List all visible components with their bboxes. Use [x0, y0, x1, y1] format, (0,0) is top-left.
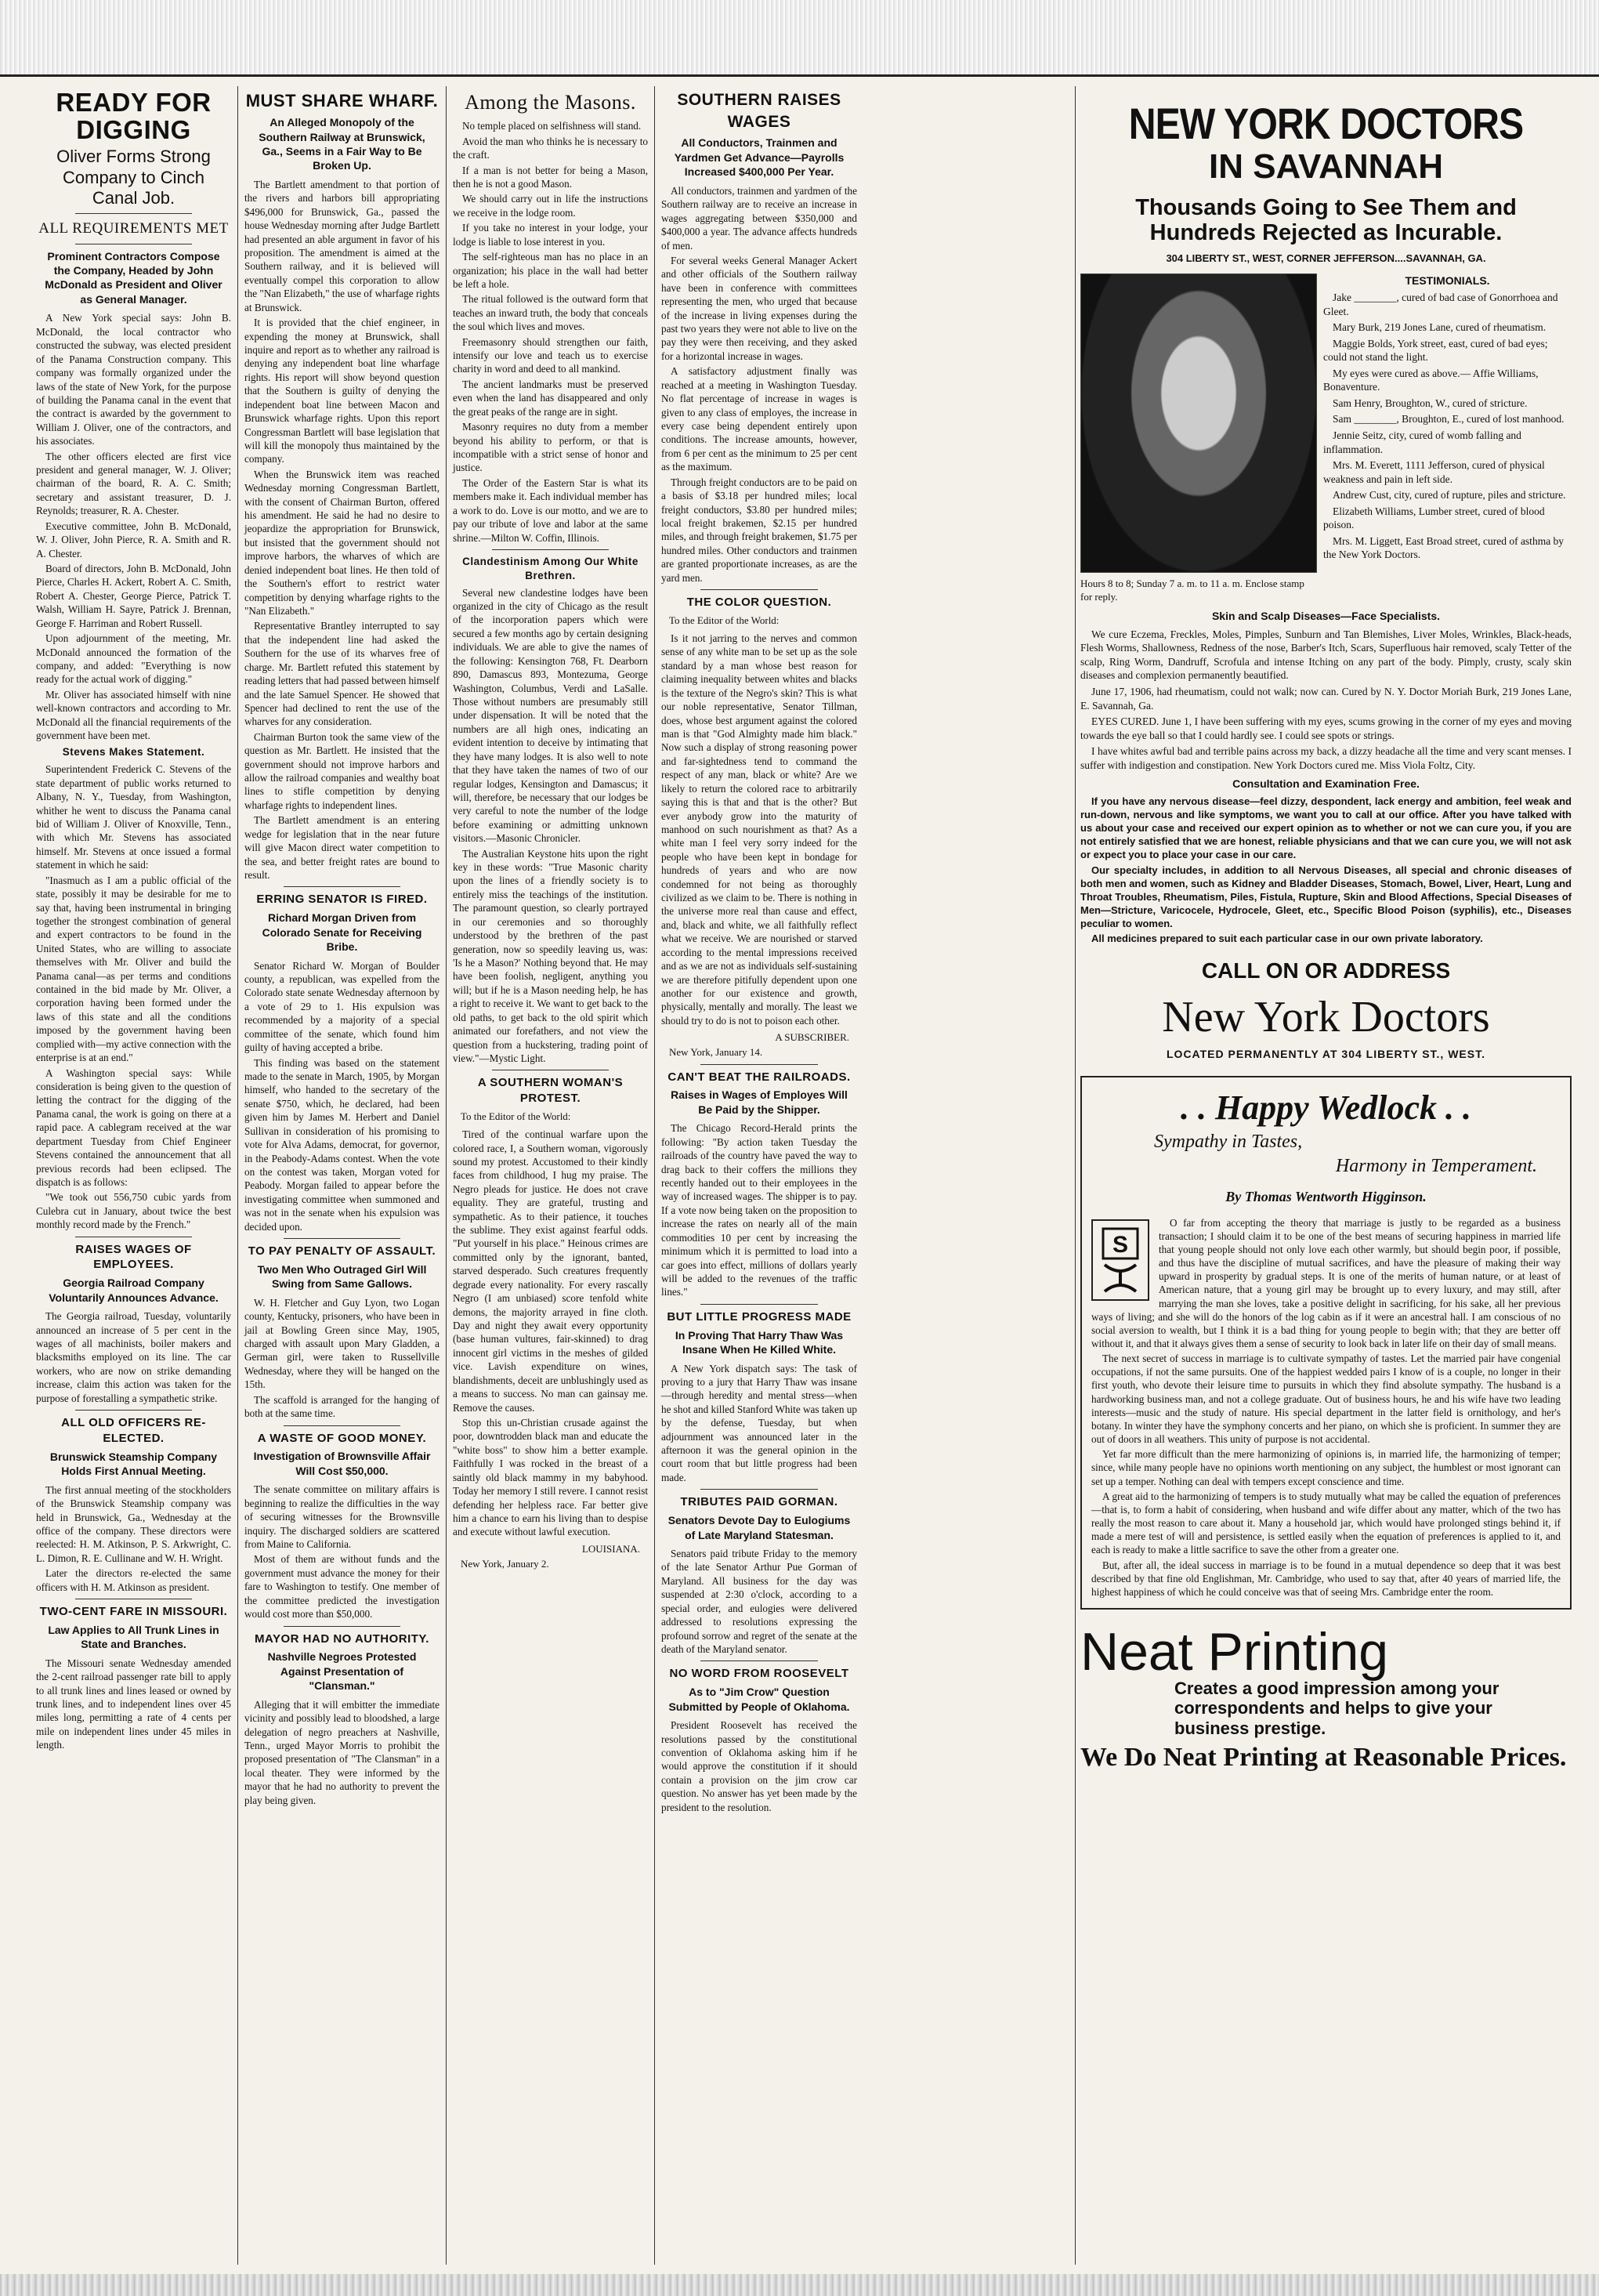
paragraph: Is it not jarring to the nerves and common sense of any white man to be set up as the sole standard by a man whose best reason for claiming inequality between whites and blacks is the texture of the Negro's skin? This is what our noble representative, Senator Tillman, does, whose best argument against the colored man is that "God Almighty made him black." Now such a display of strong reasoning power and far-sightedness tend to command the respect of any man, black or white? Are we likely to return the colored race to arbitrarily saying this is that and that is the other? But ever anybody grow into the maturity of manhood on such nourishment as that? As a white man I feel very sorry indeed for the people who have been kept in bondage for hundreds of years and who are now condemned for not being as thoroughly civilized as we claim to be. There is nothing in the universe more real than cause and effect, and, black and white, we all faithfully reflect what we receive. We are nourished or starved according to the mental impressions received and as we are not as individuals self-sustaining we are therefore pitifully dependent upon one another for our existence and growth, physically, mentally and morally. The least we should try to do is not to poison each other.	[661, 632, 857, 1027]
column-1	[30, 86, 238, 2265]
paragraph: Through freight conductors are to be paid on a basis of $3.18 per hundred miles; local freight conductors, $3.80 per hundred miles; local freight brakemen, $2.15 per hundred miles, and through freight brakemen, $1.75 per hundred miles. Other conductors and trainmen are granted proportionate increases, as are the yard men.	[661, 476, 857, 584]
wedlock-line2: Harmony in Temperament.	[1335, 1156, 1537, 1177]
paragraph: We should carry out in life the instructions we receive in the lodge room.	[453, 193, 648, 219]
paragraph: Superintendent Frederick C. Stevens of the state department of public works returned to Albany, N. Y., Tuesday, from Washington, whither he went to discuss the Panama canal bid of William J. Oliver of Knoxville, Tenn., with which Mr. Stevens has associated himself. Mr. Stevens at once issued a formal statement in which he said:	[36, 763, 231, 871]
specialty-paragraph: Our specialty includes, in addition to all Nervous Diseases, all special and chronic diseases of both men and women, such as Kidney and Bladder Diseases, Stomach, Bowel, Liver, Heart, Lung and Throat Troubles, Rheumatism, Piles, Fistula, Rupture, Skin and Blood Affections, Special Diseases of Men—Stricture, Varicocele, Hydrocele, Gleet, etc., Specific Blood Poison (syphilis), etc., Diseases peculiar to women.	[1080, 864, 1572, 929]
deck-brownsville: Investigation of Brownsville Affair Will Cost $50,000.	[253, 1450, 431, 1477]
ad-top-section	[1080, 273, 1572, 604]
headline-old-officers: ALL OLD OFFICERS RE-ELECTED.	[61, 1416, 206, 1445]
deck-oliver: Oliver Forms Strong Company to Cinch Canal Job.	[56, 147, 211, 208]
paragraph: The Australian Keystone hits upon the right key in these words: "True Masonic charity upon the lines of a friendly society is to entirely miss the teachings of the institution. The paramount question, so clearly portrayed in our ceremonies and so thoroughly understood by the brethren of the past generation, now so speedily leaving us, was: 'Is he a Mason?' Nothing beyond that. He may have been foolish, negligent, anything you will; but if he is a Mason needing help, he has a right to receive it. We want to get back to the old paths, to get back to the old spirit which animated our forefathers, and not view the question from a huckstering, trading point of view."—Mystic Light.	[453, 847, 648, 1064]
consult-heading: Consultation and Examination Free.	[1232, 777, 1420, 791]
happy-wedlock-box	[1080, 1076, 1572, 1610]
paragraph: The Georgia railroad, Tuesday, voluntarily announced an increase of 5 per cent in the wages of all machinists, boiler makers and blacksmiths employed on its line. The car workers, who are now on strike demanding increase, claim this action was taken for the purpose of forestalling a sympathetic strike.	[36, 1310, 231, 1404]
wedlock-paragraph: But, after all, the ideal success in marriage is to be found in a mutual dependence so deep that it was best described by that fine old Englishman, Mr. Cambridge, who used to say that, after 40 years of married life, the highest happiness of which he could conceive was that of seeing Mrs. Cambridge enter the room.	[1091, 1559, 1561, 1598]
salutation: To the Editor of the World:	[461, 1110, 571, 1122]
paragraph: The ancient landmarks must be preserved even when the land has disappeared and only the great peaks of the range are in sight.	[453, 378, 648, 418]
deck-thaw: In Proving That Harry Thaw Was Insane When He Killed White.	[675, 1328, 844, 1356]
page-bottom-border	[0, 2274, 1599, 2296]
cure-paragraph: EYES CURED. June 1, I have been suffering with my eyes, scums growing in the corner of my eyes and moving towards the eye ball so that I could hardly see. I could see spots or strings.	[1080, 715, 1572, 741]
wedlock-byline: By Thomas Wentworth Higginson.	[1225, 1189, 1427, 1205]
skin-heading: Skin and Scalp Diseases—Face Specialists.	[1211, 609, 1441, 622]
divider	[700, 1064, 818, 1065]
paragraph: The Order of the Eastern Star is what its members make it. Each individual member has a work to do. Love is our motto, and we are to pay our tribute of love and labor at the same shrine.—Milton W. Coffin, Illinois.	[453, 476, 648, 544]
divider	[284, 1238, 400, 1239]
headline-southern-woman: A SOUTHERN WOMAN'S PROTEST.	[477, 1076, 624, 1106]
headline-two-cent-fare: TWO-CENT FARE IN MISSOURI.	[39, 1605, 228, 1619]
paragraph: A New York special says: John B. McDonald, the local contractor who constructed the subway, was elected president of the Panama Construction company. This company was formally organized under the laws of the state of New York, for the purpose of building the Panama canal in the event that the contract is awarded by the government to William J. Oliver, one of the contractors, and his associates.	[36, 312, 231, 447]
divider	[284, 1425, 400, 1426]
neat-subtitle: Creates a good impression among your correspondents and helps to give your business prestige.	[1174, 1678, 1500, 1738]
deck-eulogiums: Senators Devote Day to Eulogiums of Late Maryland Statesman.	[667, 1514, 851, 1541]
ad-location: LOCATED PERMANENTLY AT 304 LIBERTY ST., WEST.	[1167, 1048, 1485, 1061]
wedlock-paragraph	[1091, 1216, 1561, 1351]
paragraph: If a man is not better for being a Mason, then he is not a good Mason.	[453, 164, 648, 190]
subhead-stevens: Stevens Makes Statement.	[62, 746, 205, 759]
deck-brunswick: Brunswick Steamship Company Holds First Annual Meeting.	[49, 1450, 218, 1478]
paragraph: "Inasmuch as I am a public official of the state, possibly it may be desirable for me to say that, having been instrumental in bringing together the strongest combination of general and expert contractors to be found in the United States, who are willing to associate themselves with Mr. Oliver and build the Panama canal—as per terms and conditions contained in the bid made by Mr. Oliver, a corporation having been formed under the laws of this state and all the conditions imposed by the government having been complied with—my active connection with the enterprise is at an end."	[36, 874, 231, 1064]
paragraph: The senate committee on military affairs is beginning to realize the difficulties in the way of securing witnesses for the Brownsville inquiry. The discharged soldiers are scattered from Maine to California.	[244, 1483, 440, 1551]
testimonial: Jennie Seitz, city, cured of womb falling and inflammation.	[1323, 429, 1521, 455]
headline-southern-raises: SOUTHERN RAISES WAGES	[677, 91, 841, 131]
paragraph: The first annual meeting of the stockholders of the Brunswick Steamship company was held in Brunswick, Ga., Wednesday at the office of the company. These directors were reelected: H. M. Atkinson, P. S. Arkwright, C. L. Dimon, R. E. Cullinane and W. H. Wright.	[36, 1483, 231, 1564]
paragraph: If you take no interest in your lodge, your lodge is liable to lose interest in you.	[453, 222, 648, 248]
divider	[700, 589, 818, 590]
wedlock-paragraph: A great aid to the harmonizing of tempers is to study mutually what may be called the equation of preferences—that is, to form a habit of considering, when husband and wife differ about any matter, which of the two has really the most reason to care about it. Many a household jar, which would have prolonged stings behind it, if made a mere test of will and persistence, is settled easily when the equation of preferences is applied to it, and each is ready to make a little sacrifice to save the other from a greater one.	[1091, 1490, 1561, 1556]
testimonial: My eyes were cured as above.— Affie Williams, Bonaventure.	[1323, 367, 1539, 393]
paragraph: Several new clandestine lodges have been organized in the city of Chicago as the result of the incorporation papers which were secured a few months ago by certain designing individuals. We are able to give the names of the following: Kensington 768, Ft. Dearborn 890, Damascus 893, Montezuma, George Washington, Columbus, Verdi and LaSalle. Those without numbers are presumably still under dispensation. It will be noted that the numbers are all high ones, indicating an evident intention to deceive by intimating that they have many lodges. It is also well to note that they have taken the names of two of our regular lodges, Kensington and Damascus; it will, therefore, be necessary that our lodges be very careful to note the number of the lodge before examining or admitting unknown visitors.—Masonic Chronicler.	[453, 586, 648, 845]
medicines-paragraph: All medicines prepared to suit each particular case in our own private laboratory.	[1091, 933, 1483, 945]
office-hours: Hours 8 to 8; Sunday 7 a. m. to 11 a. m. Enclose stamp for reply.	[1080, 577, 1304, 603]
paragraph: "We took out 556,750 cubic yards from Culebra cut in January, about twice the best monthly record made by the French."	[36, 1191, 231, 1231]
paragraph: Alleging that it will embitter the immediate vicinity and possibly lead to bloodshed, a large delegation of negro preachers at Nashville, Tenn., urged Mayor Morris to prohibit the proposed presentation of "The Clansman" in a local theater. They were informed by the mayor that he had no authority to prevent the play being given.	[244, 1698, 440, 1806]
cure-paragraph: I have whites awful bad and terrible pains across my back, a dizzy headache all the time and very scant menses. I suffer with indigestion and constipation. New York Doctors cured me. Miss Viola Foltz, City.	[1080, 745, 1572, 771]
neat-printing-ad	[1080, 1621, 1572, 1772]
paragraph: Chairman Burton took the same view of the question as Mr. Bartlett. He insisted that the government should not improve harbors and allow the railroad companies and wealthy boat lines to stifle competition by denying wharfage rights to independent lines.	[244, 730, 440, 811]
deck-jim-crow: As to "Jim Crow" Question Submitted by People of Oklahoma.	[668, 1686, 850, 1713]
paragraph: Freemasonry should strengthen our faith, intensify our love and teach us to exercise charity in word and deed to all mankind.	[453, 335, 648, 375]
paragraph: President Roosevelt has received the resolutions passed by the constitutional convention of Oklahoma asking him if he would approve the constitution if it should contain a provision on the jim crow car question. No answer has yet been made by the president to the resolution.	[661, 1719, 857, 1813]
dateline: New York, January 2.	[461, 1557, 549, 1570]
divider	[284, 1626, 400, 1627]
paragraph: This finding was based on the statement made to the senate in March, 1905, by Morgan himself, who handed to the secretary of the senate $750, which, he declared, had been given him by James M. Herbert and Daniel Sullivan in consideration of his promising to vote for Alva Adams, democrat, for governor, in the Peabody-Adams contest. When the vote on the contest was taken, Morgan voted for Peabody. Morgan failed to appear before the investigating committee when summoned and was not in the senate when his expulsion was decided upon.	[244, 1056, 440, 1233]
paragraph: The Bartlett amendment to that portion of the rivers and harbors bill appropriating $496,000 for Brunswick, Ga., passed the house Wednesday morning after Judge Bartlett had presented an able argument in favor of his proposition. The amendment is aimed at the Southern railway, and it is believed will eventually compel this corporation to allow the "Nan Elizabeth," the use of wharfage rights at Brunswick.	[244, 178, 440, 313]
paragraph: Representative Brantley interrupted to say that the independent line had asked the Southern for the use of its wharves free of charge. Mr. Bartlett refuted this statement by reading letters that had passed between himself and the late Samuel Spencer. He showed that Spencer had declined to rent the use of the wharves for any consideration.	[244, 620, 440, 728]
deck-georgia: Georgia Railroad Company Voluntarily Announces Advance.	[49, 1277, 219, 1304]
salutation: To the Editor of the World:	[669, 614, 780, 626]
deck-shipper: Raises in Wages of Employes Will Be Paid by the Shipper.	[671, 1088, 848, 1116]
paragraph: W. H. Fletcher and Guy Lyon, two Logan county, Kentucky, prisoners, who have been in jail at Bowling Green since May, 1905, charged with assault upon Mary Gladden, a German girl, were taken to Russellville Wednesday, where they will be hanged on the 15th.	[244, 1296, 440, 1391]
paragraph: Senator Richard W. Morgan of Boulder county, a republican, was expelled from the Colorado state senate Wednesday afternoon by a vote of 29 to 1. His expulsion was recommended by a majority of a special committee of the senate, which found him guilty of having accepted a bribe.	[244, 959, 440, 1054]
paragraph: No temple placed on selfishness will stand.	[462, 120, 642, 132]
testimonial: Elizabeth Williams, Lumber street, cured of blood poison.	[1323, 505, 1545, 531]
signature: LOUISIANA.	[581, 1542, 640, 1555]
headline-color-question: THE COLOR QUESTION.	[686, 596, 832, 610]
column-3	[447, 86, 655, 2265]
testimonial: Jake ________, cured of bad case of Gonorrhoea and Gleet.	[1323, 292, 1558, 317]
paragraph: All conductors, trainmen and yardmen of the Southern railway are to receive an increase in wages aggregating between $350,000 and $400,000 a year. The advance affects hundreds of men.	[661, 184, 857, 252]
ornament-svg	[1098, 1226, 1142, 1295]
testimonial: Sam Henry, Broughton, W., cured of stricture.	[1333, 397, 1528, 409]
divider	[75, 213, 192, 214]
testimonials	[1323, 273, 1572, 604]
headline-little-progress: BUT LITTLE PROGRESS MADE	[667, 1309, 852, 1324]
deck-morgan: Richard Morgan Driven from Colorado Senate for Receiving Bribe.	[262, 911, 422, 954]
paragraph: Executive committee, John B. McDonald, W. J. Oliver, John Pierce, R. A. Smith and R. A. Chester.	[36, 520, 231, 560]
divider	[700, 1660, 818, 1661]
paragraph: A satisfactory adjustment finally was reached at a meeting in Washington Tuesday. No flat percentage of increase in wages is given to any class of employes, the increase in every case being dependent entirely upon conditions. The increase amounts, however, from 6 per cent as the minimum to 25 per cent as the maximum.	[661, 365, 857, 473]
advertisement-column	[1075, 86, 1576, 2265]
signature: A SUBSCRIBER.	[775, 1031, 849, 1044]
deck-gallows: Two Men Who Outraged Girl Will Swing from Same Gallows.	[257, 1262, 427, 1291]
divider	[700, 1304, 818, 1305]
divider	[75, 1410, 192, 1411]
paragraph: Mr. Oliver has associated himself with nine well-known contractors and according to Mr. McDonald all the financial requirements of the government have been met.	[36, 688, 231, 742]
wedlock-paragraph: Yet far more difficult than the mere harmonizing of opinions is, in married life, the harmonizing of temper; since, while many people have no opinions worth mentioning on any subject, the humblest or most ignorant can set up a temper. Nothing can deal with tempers except conscience and time.	[1091, 1448, 1561, 1487]
ad-title: NEW YORK DOCTORS	[1128, 99, 1524, 148]
paragraph: Stop this un-Christian crusade against the poor, downtrodden black man and educate the "white boss" to show him a better example. Faithfully I was rocked in the breast of a saintly old black mammy in my babyhood. Today her memory I still revere. I cannot resist defending her helpless race. Far better give him a chance to earn his living than to despise and execute without lawful execution.	[453, 1416, 648, 1538]
paragraph: Senators paid tribute Friday to the memory of the late Senator Arthur Pue Gorman of Maryland. All business for the day was suspended at 2:30 o'clock, according to a special order, and eulogies were delivered addressed to resolutions expressing the profound sorrow and regret of the senate at the death of the Maryland senator.	[661, 1548, 857, 1656]
testimonial: Mary Burk, 219 Jones Lane, cured of rheumatism.	[1333, 321, 1547, 334]
paragraph: The Chicago Record-Herald prints the following: "By action taken Tuesday the railroads of the country have paved the way to drag back to their coffers the millions they recently handed out to their employees in the way of increased wages. The shipper is to pay. If a vote now being taken on the proposition to increase the rates on nearly all of the main commodities 10 per cent by increasing the minimum which it is permitted to load into a car goes into effect, millions of dollars yearly will be added to the revenues of the traffic lines."	[661, 1122, 857, 1298]
paragraph: For several weeks General Manager Ackert and other officials of the Southern railway have been in conference with committees representing the men, who urged that because of the increase in living expenses during the past two years they were not able to live on the pay they were then receiving, and they asked for a horizontal increase in wages.	[661, 254, 857, 362]
dateline: New York, January 14.	[669, 1046, 763, 1059]
wedlock-dropcap-letter: O	[1170, 1216, 1178, 1229]
divider	[284, 886, 400, 887]
headline-must-share-wharf: MUST SHARE WHARF.	[245, 91, 439, 110]
headline-ready-for-digging: READY FOR DIGGING	[56, 88, 212, 144]
paragraph: Upon adjournment of the meeting, Mr. McDonald announced the formation of the company, and added: "Everything is now ready for the actual work of digging."	[36, 632, 231, 686]
subhead-requirements: ALL REQUIREMENTS MET	[38, 220, 229, 237]
headline-among-masons: Among the Masons.	[465, 91, 636, 114]
testimonial: Mrs. M. Liggett, East Broad street, cured of asthma by the New York Doctors.	[1323, 534, 1565, 561]
wedlock-body	[1091, 1216, 1561, 1599]
wedlock-paragraph: The next secret of success in marriage is to cultivate sympathy of tastes. Let the married pair have congenial occupations, if not the same pursuits. One of the happiest wedded pairs I know of is a couple, no longer in their first youth, who devote their leisure time to pursuits in which they find absolute sympathy. The husband is a hardworking business man, and not a college graduate. Out of business hours, he and his wife have two leading interests—music and the study of nature. His special department in the latter field is ornithology, and her's botany. In winter they have the symphony concerts and her piano, on which she is proficient. In summer they are out of doors in all weathers. This unity of purpose is not accidental.	[1091, 1353, 1561, 1446]
wedlock-title: . . Happy Wedlock . .	[1180, 1088, 1472, 1127]
testimonial: Andrew Cust, city, cured of rupture, piles and stricture.	[1333, 489, 1566, 502]
page-top-border	[0, 0, 1599, 77]
headline-cant-beat-railroads: CAN'T BEAT THE RAILROADS.	[667, 1070, 851, 1084]
svg-text:S: S	[1112, 1231, 1129, 1258]
testimonial: Sam ________, Broughton, E., cured of lost manhood.	[1333, 413, 1565, 426]
paragraph: Most of them are without funds and the government must advance the money for their fare to Washington to testify. One member of the committee predicted the investigation would cost more than $50,000.	[244, 1553, 440, 1621]
paragraph: Masonry requires no duty from a member beyond his ability to perform, or that is incompatible with a strict sense of honor and justice.	[453, 421, 648, 474]
wedlock-line1: Sympathy in Tastes,	[1154, 1131, 1303, 1152]
paragraph: The Missouri senate Wednesday amended the 2-cent railroad passenger rate bill to apply to all trunk lines and lines leased or owned by trunk lines, and to independent lines over 45 miles long, permitting a rate of 4 cents per mile on independent lines under 45 miles in length.	[36, 1657, 231, 1751]
ad-tagline: Thousands Going to See Them and Hundreds Rejected as Incurable.	[1135, 195, 1517, 246]
headline-penalty-assault: TO PAY PENALTY OF ASSAULT.	[248, 1244, 436, 1258]
divider	[492, 549, 609, 550]
headline-erring-senator: ERRING SENATOR IS FIRED.	[256, 893, 428, 907]
headline-clandestinism: Clandestinism Among Our White Brethren.	[462, 555, 639, 581]
appeal-paragraph: If you have any nervous disease—feel dizzy, despondent, lack energy and ambition, feel weak and run-down, nervous and like symptoms, we want you to call at our office. After you have talked with us about your case and received our expert opinion as to whether or not we can cure you, if you are not entirely satisfied that we are honest, reliable physicians and that we can cure you, we will not ask or expect you to place your case in our care.	[1080, 795, 1572, 861]
skin-paragraph: We cure Eczema, Freckles, Moles, Pimples, Sunburn and Tan Blemishes, Liver Moles, Wrinkles, Black-heads, Flesh Worms, Shallowness, Redness of the nose, Barber's Itch, Scars, Superfluous hair removed, scaly Tetter of the scalp, Ring Worm, Dandruff, Scrofula and intense Itching on any part of the body. Pimply, crusty, scaly skin diseases and complexion permanently beautified.	[1080, 628, 1572, 682]
column-2	[238, 86, 447, 2265]
testimonial: Maggie Bolds, York street, east, cured of bad eyes; could not stand the light.	[1323, 337, 1548, 364]
paragraph: The self-righteous man has no place in an organization; his place in the wall had better be left a hole.	[453, 251, 648, 290]
paragraph: Later the directors re-elected the same officers with H. M. Atkinson as president.	[36, 1567, 231, 1593]
cure-paragraph: June 17, 1906, had rheumatism, could not walk; now can. Cured by N. Y. Doctor Moriah Burk, 219 Jones Lane, E. Savannah, Ga.	[1080, 686, 1572, 712]
portrait-box	[1080, 273, 1315, 604]
paragraph: A Washington special says: While consideration is being given to the question of letting the contract for the digging of the Panama canal, the work is going on there at a rapid pace. A cablegram received at the war department Tuesday from Chief Engineer Stevens contained the announcement that all previous records had been eclipsed. The dispatch is as follows:	[36, 1067, 231, 1188]
headline-roosevelt: NO WORD FROM ROOSEVELT	[669, 1667, 849, 1681]
paragraph: When the Brunswick item was reached Wednesday morning Congressman Bartlett, with the consent of Chairman Burton, offered his amendment. He said he had no desire to jeopardize the appropriation for Brunswick, but insisted that the government should not improve harbors, the wharves of which are denied independent boat lines. He then told of the Southern's effort to restrict water competition by denying wharfage rights to the "Nan Elizabeth."	[244, 468, 440, 617]
deck-missouri: Law Applies to All Trunk Lines in State and Branches.	[48, 1623, 219, 1651]
paragraph: It is provided that the chief engineer, in expending the money at Brunswick, shall inquire and report as to whether any railroad is denying any independent boat line wharfage rights. His report will show beyond question that the Southern is guilty of denying the independent boat line between Macon and Brunswick wharfage rights. Upon this report Congressman Bartlett will base legislation that will kill the monopoly thus maintained by the company.	[244, 317, 440, 465]
headline-raises-wages: RAISES WAGES OF EMPLOYEES.	[75, 1242, 192, 1272]
deck-monopoly: An Alleged Monopoly of the Southern Railway at Brunswick, Ga., Seems in a Fair Way to Be Broken Up.	[259, 116, 425, 172]
deck-nashville: Nashville Negroes Protested Against Presentation of "Clansman."	[267, 1650, 417, 1693]
call-heading: CALL ON OR ADDRESS	[1201, 958, 1451, 983]
wedlock-paragraph-text: far from accepting the theory that marriage is justly to be regarded as a business transaction; I should claim it to be one of the best means of securing happiness in married life that young people should not only love each other warmly, but should begin poor, if possible, and thus have the discipline of mutual sacrifices, and have the pleasure of making their way upward in prosperity by gradual steps. It is one of the merits of human nature, or at least of American nature, that a young girl may be brought up to every luxury, and may still, after marrying the man she loves, take a positive delight in sacrificing, for his sake, all her previous ways of living; and she will do the honors of the log cabin as if it were an ancestral hall. I am conscious of no social aversion to wealth, but I think it is a bad thing for young people to begin with; that they are better off without it, and that it always gives them a sense of security to look back in later life on their day of small means.	[1091, 1216, 1561, 1350]
neat-title: Neat Printing	[1080, 1621, 1389, 1682]
testimonials-heading: TESTIMONIALS.	[1405, 273, 1490, 287]
deck-conductors: All Conductors, Trainmen and Yardmen Get Advance—Payrolls Increased $400,000 Per Year.	[674, 136, 845, 179]
doctor-portrait-image	[1080, 273, 1317, 573]
paragraph: The Bartlett amendment is an entering wedge for legislation that in the near future will give Macon direct water competition to the sea, and better freight rates are bound to result.	[244, 814, 440, 881]
ad-address: 304 LIBERTY ST., WEST, CORNER JEFFERSON....SAVANNAH, GA.	[1166, 252, 1486, 264]
headline-tributes-gorman: TRIBUTES PAID GORMAN.	[680, 1495, 838, 1509]
paragraph: A New York dispatch says: The task of proving to a jury that Harry Thaw was insane—through heredity and mental stress—when he shot and killed Stanford White was taken up by the defense, Tuesday, but when adjournment was announced later in the afternoon it was the general opinion in the court room that but little progress had been made.	[661, 1362, 857, 1483]
headline-waste-money: A WASTE OF GOOD MONEY.	[257, 1431, 427, 1445]
subdeck-contractors: Prominent Contractors Compose the Company, Headed by John McDonald as President and Oliver as General Manager.	[45, 249, 222, 306]
dropcap-ornament-icon	[1091, 1219, 1149, 1301]
headline-mayor: MAYOR HAD NO AUTHORITY.	[255, 1631, 429, 1646]
ad-name-large: New York Doctors	[1162, 992, 1490, 1041]
ad-subtitle: IN SAVANNAH	[1208, 147, 1444, 186]
divider	[700, 1489, 818, 1490]
news-columns	[30, 86, 1072, 2265]
paragraph: Board of directors, John B. McDonald, John Pierce, Charles H. Ackert, Robert A. C. Smith, Robert A. Chester, George Pierce, Patrick T. Walsh, William H. Sayre, Patrick J. Brennan, George F. Harriman and Robert Russell.	[36, 563, 231, 629]
paragraph: The ritual followed is the outward form that teaches an inward truth, the body that conceals the soul which lives and moves.	[453, 293, 648, 333]
neat-bottom-line: We Do Neat Printing at Reasonable Prices.	[1080, 1742, 1567, 1772]
column-4	[655, 86, 863, 2265]
paragraph: Tired of the continual warfare upon the colored race, I, a Southern woman, vigorously sound my protest. Accustomed to their kindly faces from childhood, I hug my praise. The Negro pleads for justice. He does not crave equality. They are grateful, trusting and sympathetic. As to their patience, it touches the sublime. They exist against fearful odds. "Put yourself in his place." Heinous crimes are committed only by the ignorant, banted, starved desperado. Such creatures frequently degrade every nationality. For every rascally Negro (I am unbiased) score tenfold white demons, the majority arrayed in fine cloth. Day and night they await every opportunity (base human vultures, fair-skinned) to drag innocent girl victims in the meshes of gilded vice. Lavish expenditure on wines, blandishments, deceit are unblushingly used as a means to success. No man can gainsay me. Remove the causes.	[453, 1128, 648, 1414]
testimonial: Mrs. M. Everett, 1111 Jefferson, cured of physical weakness and pain in left side.	[1323, 459, 1545, 485]
paragraph: The other officers elected are first vice president and general manager, W. J. Oliver; chairman of the board, R. A. C. Smith; secretary and assistant treasurer, D. J. Reynolds; treasurer, R. A. Chester.	[36, 450, 231, 517]
paragraph: Avoid the man who thinks he is necessary to the craft.	[453, 135, 648, 161]
paragraph: The scaffold is arranged for the hanging of both at the same time.	[244, 1393, 440, 1420]
